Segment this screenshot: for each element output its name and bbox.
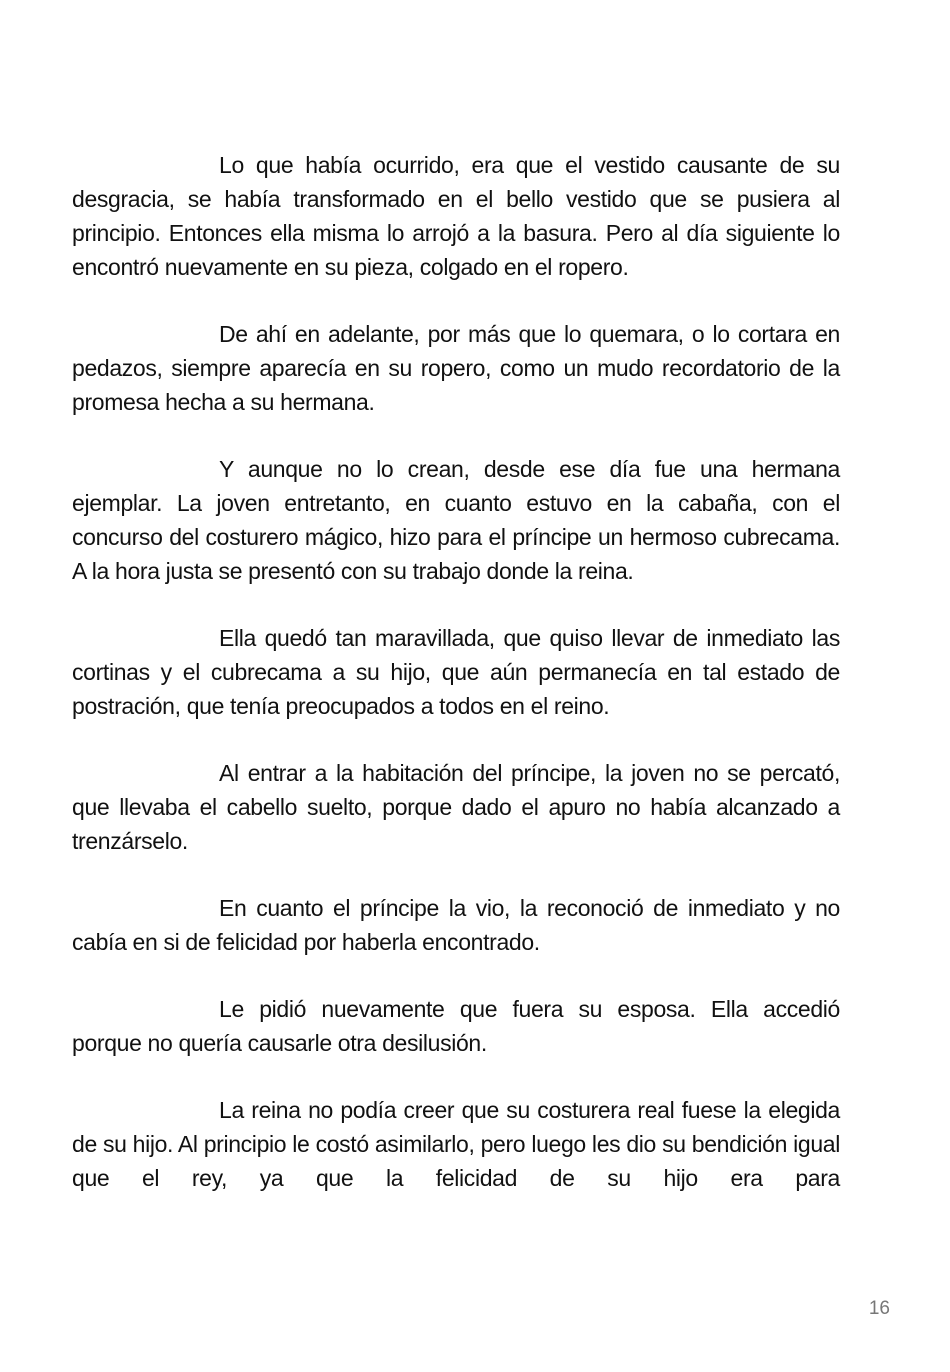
paragraph-3: Y aunque no lo crean, desde ese día fue una hermana ejemplar. La joven entretanto, en cuanto estuvo en la cabaña, con el concurso del costurero mágico, hizo para el príncipe un hermoso cubrecama. A la hora justa se presentó con su trabajo donde la reina.	[72, 456, 840, 584]
document-body	[72, 148, 840, 1228]
paragraph-2: De ahí en adelante, por más que lo quemara, o lo cortara en pedazos, siempre aparecía en su ropero, como un mudo recordatorio de la promesa hecha a su hermana.	[72, 321, 840, 415]
paragraph-1: Lo que había ocurrido, era que el vestido causante de su desgracia, se había transformado en el bello vestido que se pusiera al principio. Entonces ella misma lo arrojó a la basura. Pero al día siguiente lo encontró nuevamente en su pieza, colgado en el ropero.	[72, 152, 840, 280]
paragraph-8: La reina no podía creer que su costurera real fuese la elegida de su hijo. Al principio le costó asimilarlo, pero luego les dio su bendición igual que el rey, ya que la felicidad de su hijo era para	[72, 1097, 840, 1191]
paragraph-4: Ella quedó tan maravillada, que quiso llevar de inmediato las cortinas y el cubrecama a su hijo, que aún permanecía en tal estado de postración, que tenía preocupados a todos en el reino.	[72, 625, 840, 719]
paragraph-7: Le pidió nuevamente que fuera su esposa. Ella accedió porque no quería causarle otra desilusión.	[72, 996, 840, 1056]
paragraph-6: En cuanto el príncipe la vio, la reconoció de inmediato y no cabía en si de felicidad por haberla encontrado.	[72, 895, 840, 955]
paragraph-5: Al entrar a la habitación del príncipe, la joven no se percató, que llevaba el cabello suelto, porque dado el apuro no había alcanzado a trenzárselo.	[72, 760, 840, 854]
page-number: 16	[868, 1298, 890, 1319]
